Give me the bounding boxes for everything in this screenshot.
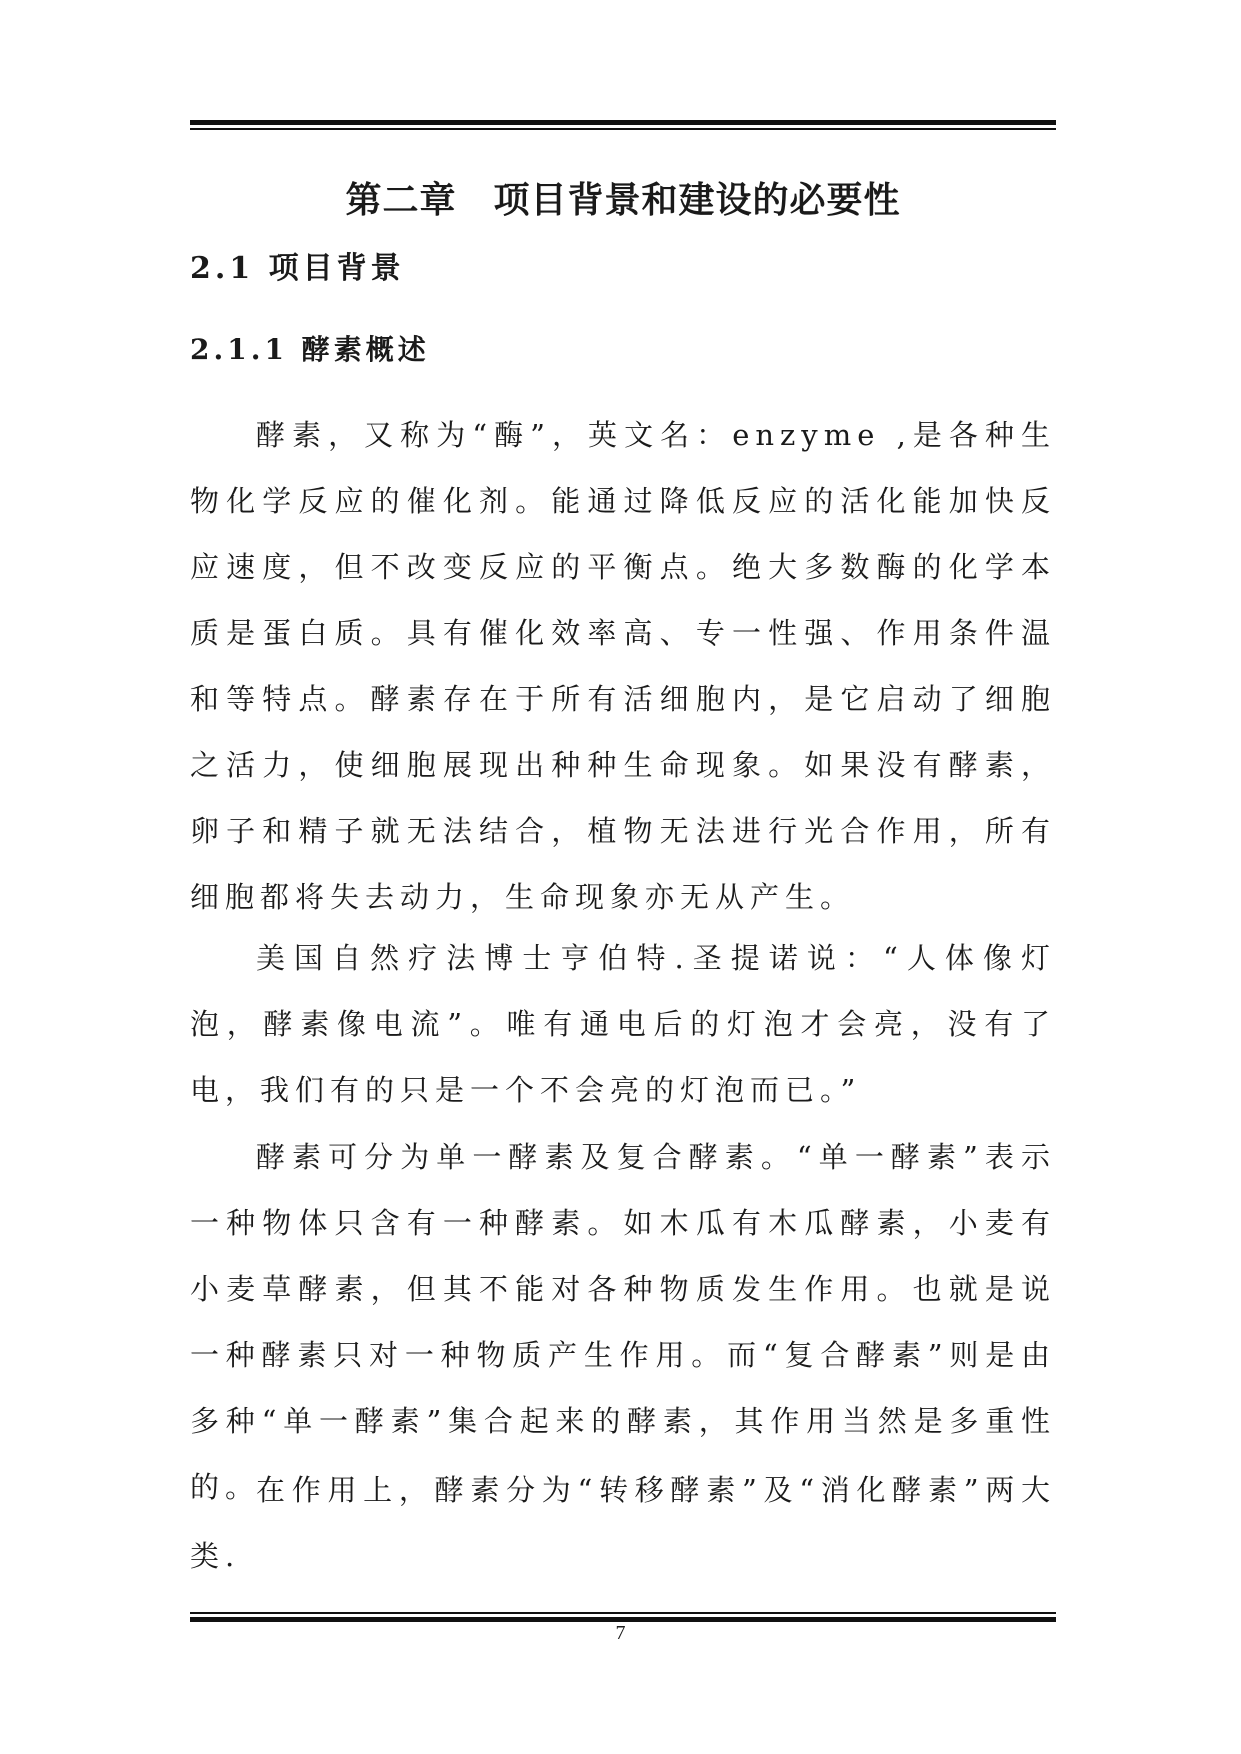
paragraph-quote: 美国自然疗法博士亨伯特.圣提诺说：“人体像灯泡，酵素像电流”。唯有通电后的灯泡才会亮，没有了电，我们有的只是一个不会亮的灯泡而已。” [190, 941, 1056, 1107]
subsection-title: 2.1.1 酵素概述 [190, 333, 430, 366]
chapter-title: 第二章 项目背景和建设的必要性 [345, 179, 901, 221]
header-double-rule [190, 120, 1056, 130]
section-title: 2.1 项目背景 [190, 251, 405, 286]
paragraph-enzyme-function: 在作用上，酵素分为“转移酵素”及“消化酵素”两大类. [190, 1473, 1056, 1573]
header-rule-thin [190, 128, 1056, 130]
paragraph-enzyme-types: 酵素可分为单一酵素及复合酵素。“单一酵素”表示一种物体只含有一种酵素。如木瓜有木瓜酵素，小麦有小麦草酵素，但其不能对各种物质发生作用。也就是说一种酵素只对一种物质产生作用。而“复合酵素”则是由多种“单一酵素”集合起来的酵素，其作用当然是多重性的。 [190, 1140, 1056, 1504]
paragraph-enzyme-overview: 酵素，又称为“酶”，英文名：enzyme ,是各种生物化学反应的催化剂。能通过降低反应的活化能加快反应速度，但不改变反应的平衡点。绝大多数酶的化学本质是蛋白质。具有催化效率高、专一性强、作用条件温和等特点。酵素存在于所有活细胞内，是它启动了细胞之活力，使细胞展现出种种生命现象。如果没有酵素，卵子和精子就无法结合，植物无法进行光合作用，所有细胞都将失去动力，生命现象亦无从产生。 [190, 418, 1056, 914]
page-number: 7 [615, 1622, 626, 1644]
footer-rule-thin [190, 1612, 1056, 1614]
header-rule-thick [190, 120, 1056, 125]
